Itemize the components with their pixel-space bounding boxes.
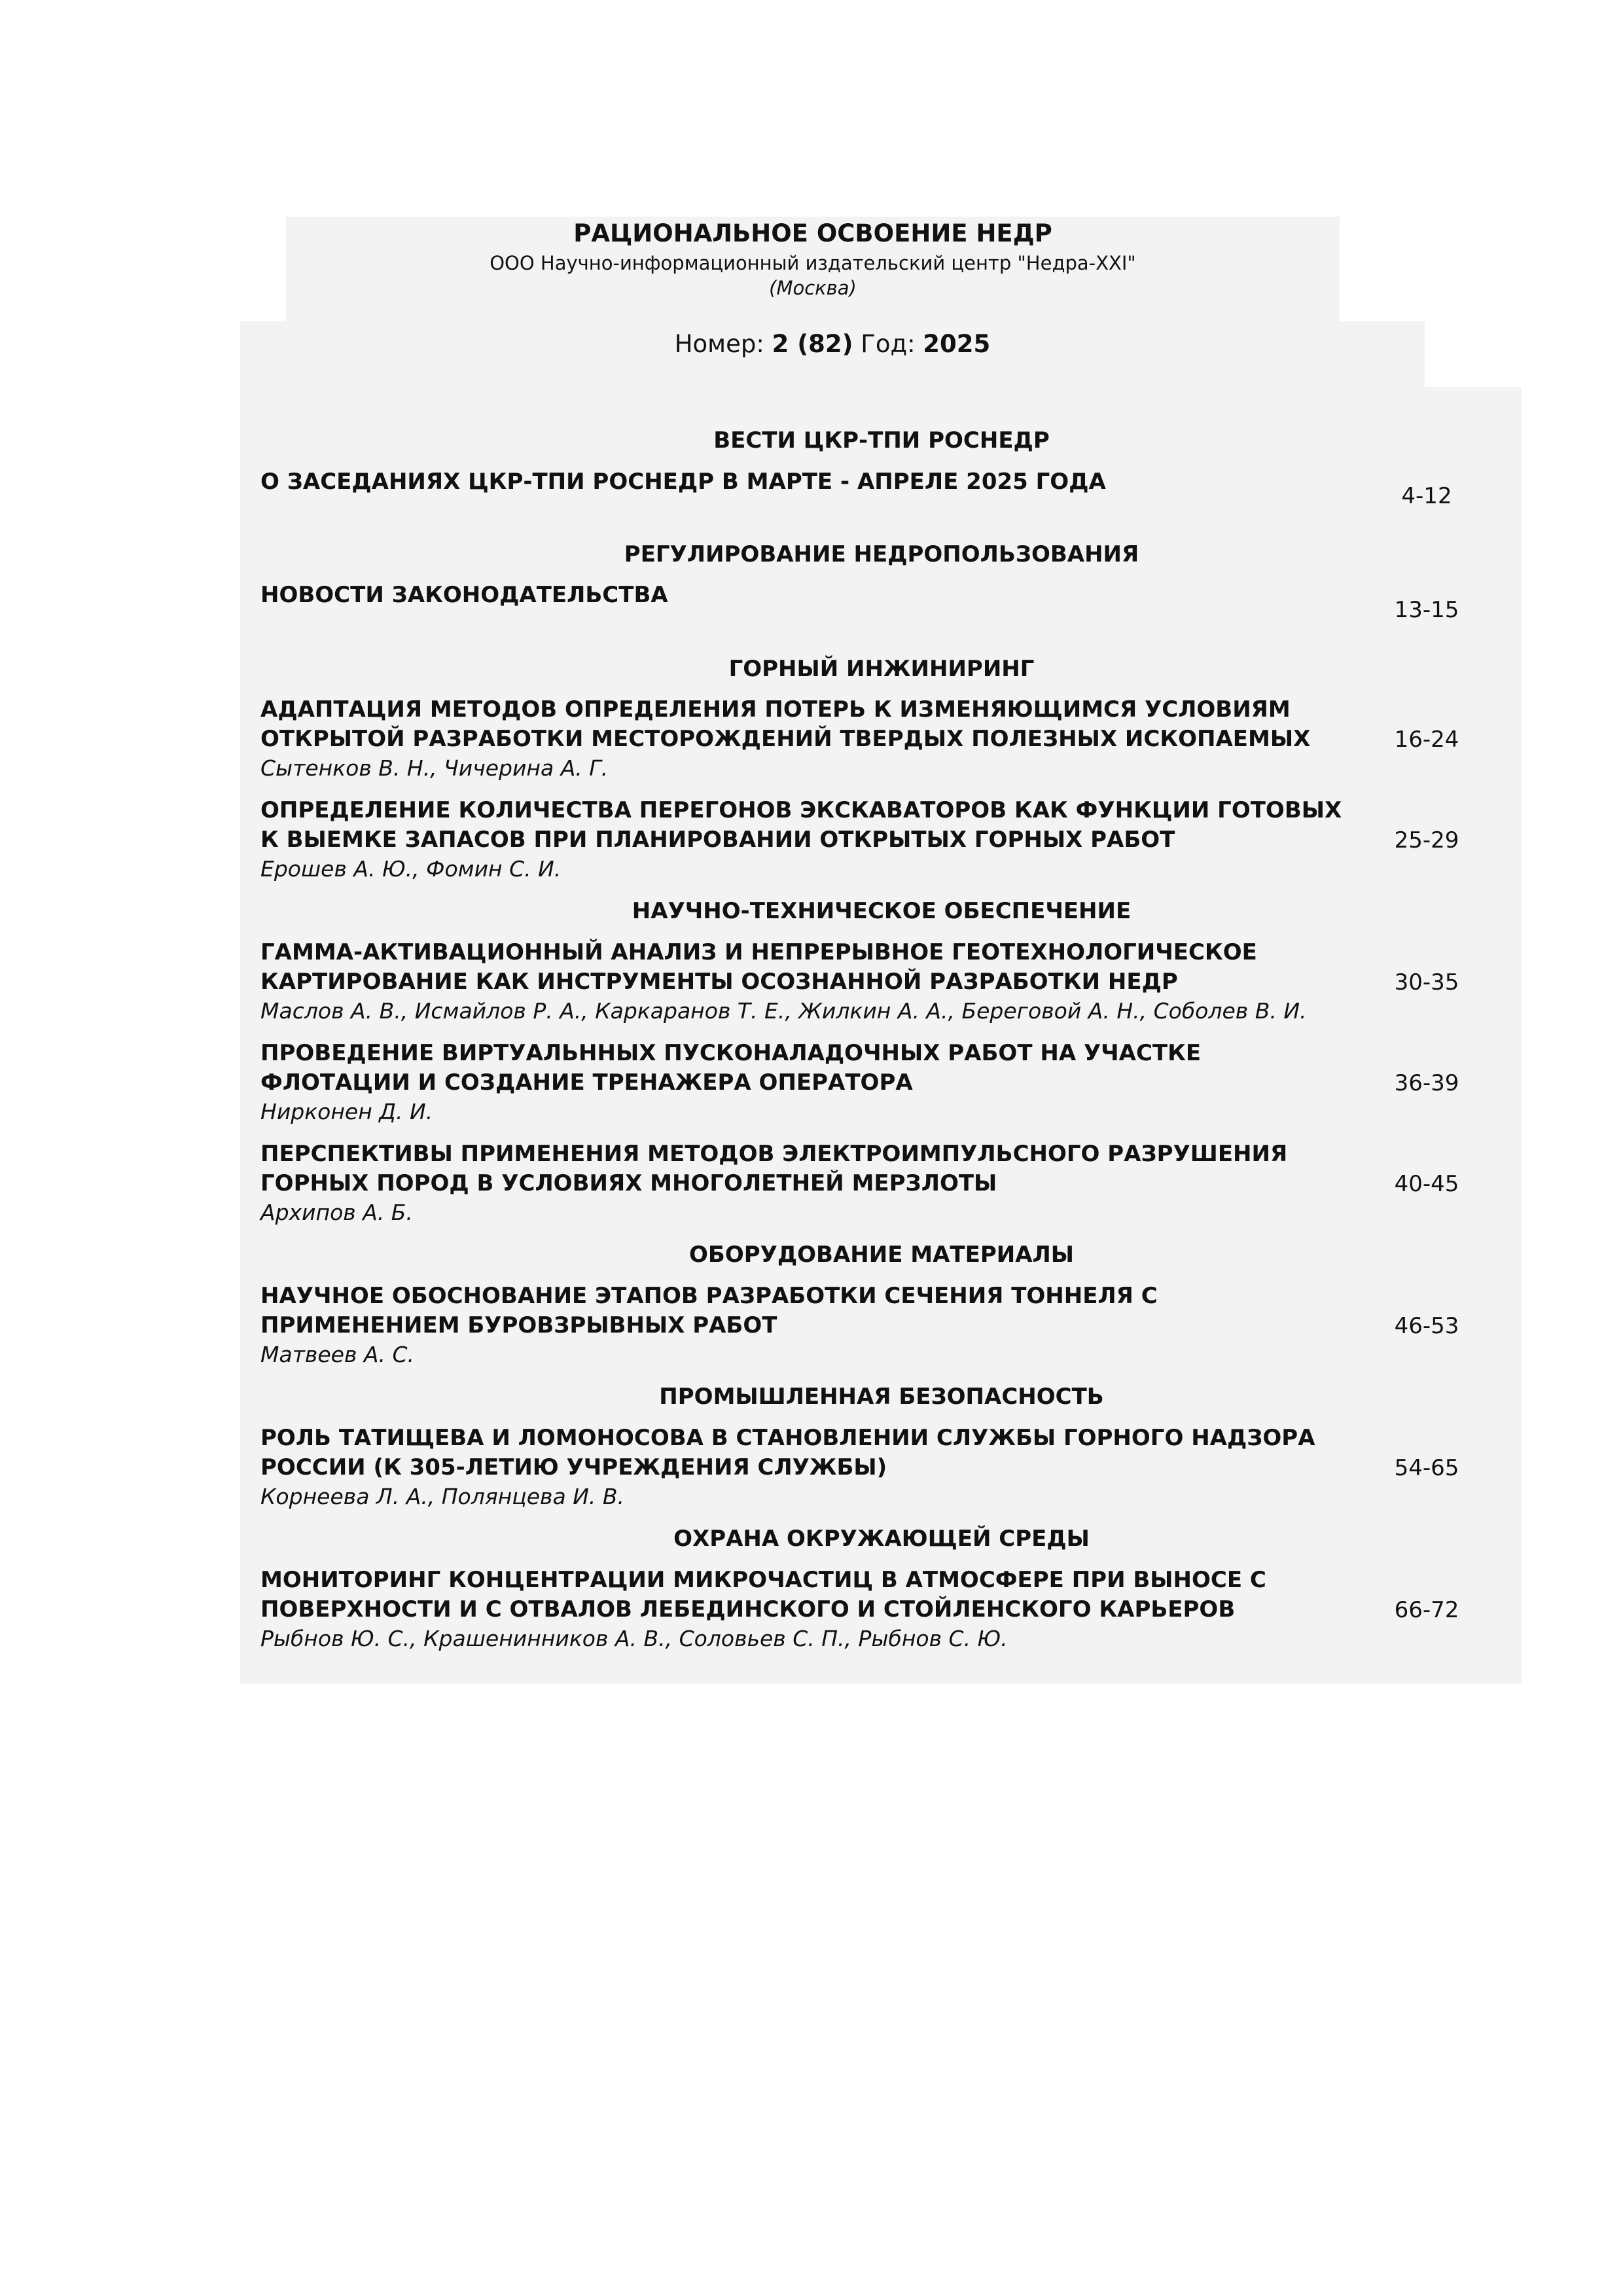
article-authors: Маслов А. В., Исмайлов Р. А., Каркаранов Т. Е., Жилкин А. А., Береговой А. Н., Соболев В. И.	[260, 998, 1307, 1024]
article-authors: Рыбнов Ю. С., Крашенинников А. В., Соловьев С. П., Рыбнов С. Ю.	[260, 1626, 1008, 1651]
journal-title: РАЦИОНАЛЬНОЕ ОСВОЕНИЕ НЕДР	[573, 219, 1052, 247]
article-pages: 16-24	[1394, 726, 1459, 753]
article-pages: 4-12	[1401, 483, 1452, 509]
article-title-line: К ВЫЕМКЕ ЗАПАСОВ ПРИ ПЛАНИРОВАНИИ ОТКРЫТЫХ ГОРНЫХ РАБОТ	[260, 827, 1175, 853]
article-title[interactable]	[260, 1282, 1373, 1340]
article-pages: 25-29	[1394, 827, 1459, 853]
article-authors: Нирконен Д. И.	[260, 1099, 433, 1124]
article-title-line: РОССИИ (К 305-ЛЕТИЮ УЧРЕЖДЕНИЯ СЛУЖБЫ)	[260, 1454, 887, 1480]
article-pages: 30-35	[1394, 969, 1459, 996]
year-label: Год:	[861, 330, 916, 358]
section-heading: ОХРАНА ОКРУЖАЮЩЕЙ СРЕДЫ	[673, 1526, 1090, 1552]
article-title[interactable]	[260, 796, 1373, 855]
article-authors: Сытенков В. Н., Чичерина А. Г.	[260, 755, 609, 781]
article-pages: 13-15	[1394, 597, 1459, 623]
section-heading: ВЕСТИ ЦКР-ТПИ РОСНЕДР	[713, 427, 1050, 454]
article-pages: 66-72	[1394, 1597, 1459, 1623]
article-title-line: ОПРЕДЕЛЕНИЕ КОЛИЧЕСТВА ПЕРЕГОНОВ ЭКСКАВАТОРОВ КАК ФУНКЦИИ ГОТОВЫХ	[260, 797, 1342, 823]
article-authors: Корнеева Л. А., Полянцева И. В.	[260, 1484, 624, 1509]
article-title-line: НАУЧНОЕ ОБОСНОВАНИЕ ЭТАПОВ РАЗРАБОТКИ СЕЧЕНИЯ ТОННЕЛЯ С	[260, 1283, 1158, 1309]
article-title[interactable]	[260, 1424, 1373, 1482]
article-title-line: КАРТИРОВАНИЕ КАК ИНСТРУМЕНТЫ ОСОЗНАННОЙ РАЗРАБОТКИ НЕДР	[260, 969, 1178, 995]
section-heading: ОБОРУДОВАНИЕ МАТЕРИАЛЫ	[689, 1242, 1074, 1268]
article-title[interactable]	[260, 938, 1373, 997]
article-title-line: АДАПТАЦИЯ МЕТОДОВ ОПРЕДЕЛЕНИЯ ПОТЕРЬ К ИЗМЕНЯЮЩИМСЯ УСЛОВИЯМ	[260, 696, 1291, 723]
article-title[interactable]	[260, 1139, 1373, 1198]
section-heading: НАУЧНО-ТЕХНИЧЕСКОЕ ОБЕСПЕЧЕНИЕ	[632, 898, 1132, 924]
article-title-line: ПРИМЕНЕНИЕМ БУРОВЗРЫВНЫХ РАБОТ	[260, 1312, 777, 1338]
article-title[interactable]	[260, 467, 1373, 497]
issue-info	[240, 329, 1425, 359]
issue-number: 2 (82)	[772, 330, 853, 358]
article-title[interactable]	[260, 1566, 1373, 1624]
year-number: 2025	[923, 330, 991, 358]
article-title-line: РОЛЬ ТАТИЩЕВА И ЛОМОНОСОВА В СТАНОВЛЕНИИ СЛУЖБЫ ГОРНОГО НАДЗОРА	[260, 1425, 1315, 1451]
article-title[interactable]	[260, 1039, 1373, 1098]
article-title-line: ПЕРСПЕКТИВЫ ПРИМЕНЕНИЯ МЕТОДОВ ЭЛЕКТРОИМПУЛЬСНОГО РАЗРУШЕНИЯ	[260, 1141, 1288, 1167]
publisher-city: (Москва)	[769, 277, 857, 299]
article-pages: 46-53	[1394, 1313, 1459, 1339]
article-title-line: ФЛОТАЦИИ И СОЗДАНИЕ ТРЕНАЖЕРА ОПЕРАТОРА	[260, 1069, 913, 1096]
article-pages: 40-45	[1394, 1171, 1459, 1197]
article-title[interactable]	[260, 581, 1373, 610]
issue-label: Номер:	[674, 330, 764, 358]
section-heading: ГОРНЫЙ ИНЖИНИРИНГ	[728, 656, 1035, 682]
article-authors: Архипов А. Б.	[260, 1200, 413, 1225]
article-title[interactable]	[260, 695, 1373, 754]
article-pages: 54-65	[1394, 1455, 1459, 1481]
article-title-line: ГОРНЫХ ПОРОД В УСЛОВИЯХ МНОГОЛЕТНЕЙ МЕРЗЛОТЫ	[260, 1170, 997, 1196]
section-heading: ПРОМЫШЛЕННАЯ БЕЗОПАСНОСТЬ	[659, 1384, 1104, 1410]
article-pages: 36-39	[1394, 1070, 1459, 1096]
article-title-line: ГАММА-АКТИВАЦИОННЫЙ АНАЛИЗ И НЕПРЕРЫВНОЕ ГЕОТЕХНОЛОГИЧЕСКОЕ	[260, 939, 1257, 965]
section-heading: РЕГУЛИРОВАНИЕ НЕДРОПОЛЬЗОВАНИЯ	[624, 541, 1139, 567]
article-title-line: ПРОВЕДЕНИЕ ВИРТУАЛЬННЫХ ПУСКОНАЛАДОЧНЫХ РАБОТ НА УЧАСТКЕ	[260, 1040, 1202, 1066]
article-authors: Матвеев А. С.	[260, 1342, 414, 1367]
article-title-text: О ЗАСЕДАНИЯХ ЦКР-ТПИ РОСНЕДР В МАРТЕ - АПРЕЛЕ 2025 ГОДА	[260, 469, 1106, 495]
article-title-line: ОТКРЫТОЙ РАЗРАБОТКИ МЕСТОРОЖДЕНИЙ ТВЕРДЫХ ПОЛЕЗНЫХ ИСКОПАЕМЫХ	[260, 726, 1311, 752]
publisher-name: ООО Научно-информационный издательский центр "Недра-XXI"	[490, 252, 1136, 274]
article-authors: Ерошев А. Ю., Фомин С. И.	[260, 856, 562, 882]
article-title-line: ПОВЕРХНОСТИ И С ОТВАЛОВ ЛЕБЕДИНСКОГО И СТОЙЛЕНСКОГО КАРЬЕРОВ	[260, 1596, 1236, 1623]
article-title-text: НОВОСТИ ЗАКОНОДАТЕЛЬСТВА	[260, 582, 668, 608]
article-title-line: МОНИТОРИНГ КОНЦЕНТРАЦИИ МИКРОЧАСТИЦ В АТМОСФЕРЕ ПРИ ВЫНОСЕ С	[260, 1567, 1266, 1593]
